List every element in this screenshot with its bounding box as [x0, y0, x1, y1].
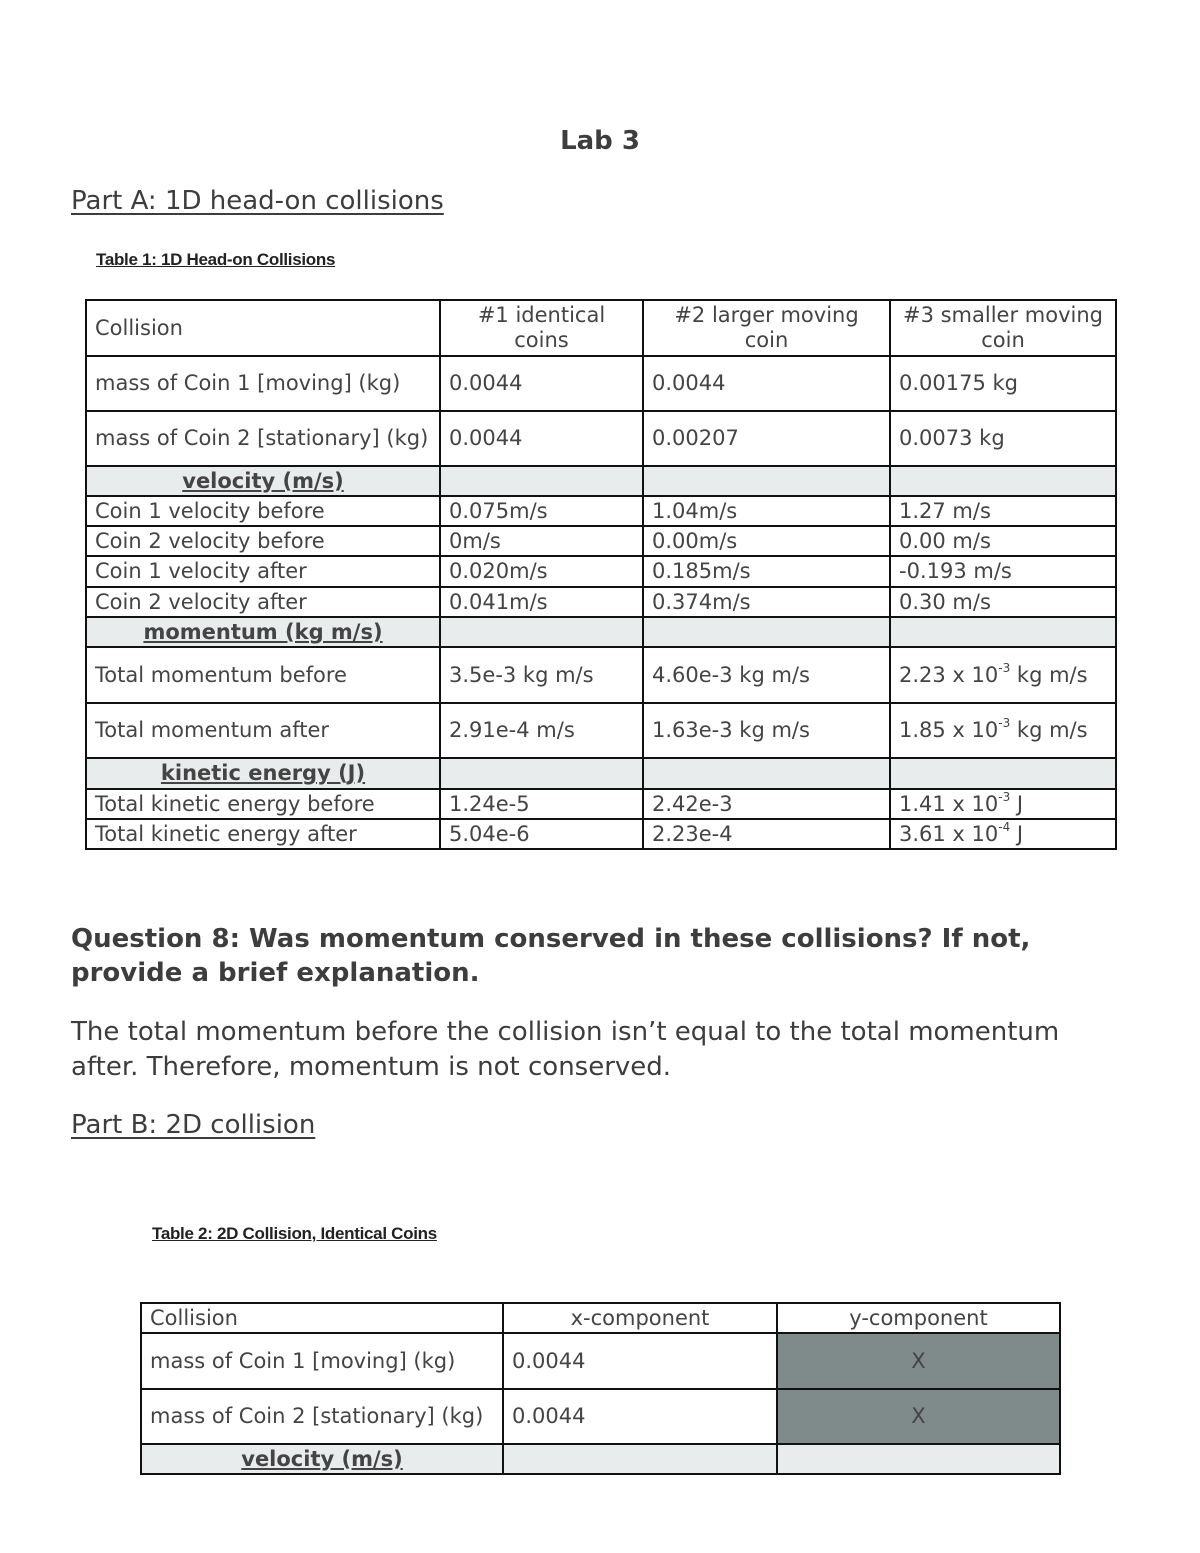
table-cell: 0.00m/s	[643, 526, 890, 556]
table-cell	[440, 466, 643, 496]
table-cell: -0.193 m/s	[890, 556, 1116, 587]
section-row	[86, 758, 1116, 789]
row-label: Coin 2 velocity after	[86, 587, 440, 617]
row-label: Total kinetic energy before	[86, 789, 440, 819]
row-label: Coin 1 velocity after	[86, 556, 440, 587]
table-cell	[503, 1444, 777, 1474]
table-cell	[890, 466, 1116, 496]
table-cell: 1.04m/s	[643, 496, 890, 526]
table-cell: 0.30 m/s	[890, 587, 1116, 617]
table-cell: 0.0044	[503, 1389, 777, 1444]
table-cell: 0.374m/s	[643, 587, 890, 617]
table-row	[86, 819, 1116, 849]
part-b-heading: Part B: 2D collision	[71, 1110, 316, 1140]
header-cell: #3 smaller moving coin	[890, 300, 1116, 356]
value-base: 1.41 x 10	[899, 791, 999, 816]
header-cell: x-component	[503, 1303, 777, 1333]
table-row	[141, 1333, 1060, 1389]
table-cell	[890, 819, 1116, 849]
blocked-cell: X	[777, 1389, 1060, 1444]
table-cell: 0.185m/s	[643, 556, 890, 587]
header-cell: Collision	[86, 300, 440, 356]
section-row	[141, 1444, 1060, 1474]
question-8-prompt: Question 8: Was momentum conserved in these collisions? If not, provide a brief explanation.	[71, 924, 1031, 988]
table-row	[86, 703, 1116, 758]
table-cell	[890, 647, 1116, 703]
row-label: Coin 1 velocity before	[86, 496, 440, 526]
table-cell	[777, 1444, 1060, 1474]
table-cell: 0.00 m/s	[890, 526, 1116, 556]
section-label-kinetic-energy: kinetic energy (J)	[86, 758, 440, 789]
row-label: mass of Coin 2 [stationary] (kg)	[141, 1389, 503, 1444]
question-8-answer: The total momentum before the collision isn’t equal to the total momentum after. Therefore, momentum is not conserved.	[71, 1017, 1060, 1082]
value-base: 3.61 x 10	[899, 821, 999, 846]
table-cell: 2.91e-4 m/s	[440, 703, 643, 758]
table-cell	[643, 466, 890, 496]
exponent: -4	[998, 819, 1011, 834]
blocked-cell: X	[777, 1333, 1060, 1389]
table-cell: 0.041m/s	[440, 587, 643, 617]
table-1-collisions-1d	[85, 299, 1117, 850]
row-label: mass of Coin 1 [moving] (kg)	[86, 356, 440, 411]
table-row	[86, 647, 1116, 703]
table-row	[86, 300, 1116, 356]
table-cell: 2.23e-4	[643, 819, 890, 849]
table-cell: 1.27 m/s	[890, 496, 1116, 526]
table-cell: 1.63e-3 kg m/s	[643, 703, 890, 758]
table-row	[141, 1303, 1060, 1333]
document-title: Lab 3	[560, 126, 640, 156]
table-cell	[890, 789, 1116, 819]
table-cell: 0.00175 kg	[890, 356, 1116, 411]
table-cell: 0.0044	[440, 411, 643, 466]
table-row	[86, 496, 1116, 526]
value-base: 1.85 x 10	[899, 718, 999, 742]
value-base: 2.23 x 10	[899, 662, 999, 687]
table-cell: 0.075m/s	[440, 496, 643, 526]
table-cell	[890, 617, 1116, 647]
value-unit: kg m/s	[1010, 662, 1088, 687]
exponent: -3	[998, 716, 1011, 730]
table-1-caption: Table 1: 1D Head-on Collisions	[96, 250, 336, 269]
row-label: Total kinetic energy after	[86, 819, 440, 849]
table-cell: 0.0044	[503, 1333, 777, 1389]
table-cell	[890, 703, 1116, 758]
section-row	[86, 617, 1116, 647]
header-cell: y-component	[777, 1303, 1060, 1333]
table-cell: 0.00207	[643, 411, 890, 466]
header-cell: Collision	[141, 1303, 503, 1333]
table-cell: 0.020m/s	[440, 556, 643, 587]
table-2-collision-2d	[140, 1302, 1061, 1475]
table-cell	[643, 758, 890, 789]
header-cell: #2 larger moving coin	[643, 300, 890, 356]
table-2-caption: Table 2: 2D Collision, Identical Coins	[152, 1224, 437, 1243]
table-row	[86, 789, 1116, 819]
table-row	[86, 587, 1116, 617]
row-label: Total momentum after	[86, 703, 440, 758]
row-label: mass of Coin 1 [moving] (kg)	[141, 1333, 503, 1389]
header-cell: #1 identical coins	[440, 300, 643, 356]
table-row	[86, 356, 1116, 411]
table-cell: 4.60e-3 kg m/s	[643, 647, 890, 703]
table-cell: 2.42e-3	[643, 789, 890, 819]
table-cell	[440, 758, 643, 789]
row-label: mass of Coin 2 [stationary] (kg)	[86, 411, 440, 466]
row-label: Coin 2 velocity before	[86, 526, 440, 556]
table-cell: 5.04e-6	[440, 819, 643, 849]
table-row	[141, 1389, 1060, 1444]
section-label-velocity: velocity (m/s)	[141, 1444, 503, 1474]
table-row	[86, 411, 1116, 466]
value-unit: J	[1010, 791, 1024, 816]
table-cell: 0.0073 kg	[890, 411, 1116, 466]
exponent: -3	[998, 660, 1011, 675]
row-label: Total momentum before	[86, 647, 440, 703]
table-row	[86, 526, 1116, 556]
section-label-velocity: velocity (m/s)	[86, 466, 440, 496]
table-cell	[440, 617, 643, 647]
table-cell: 0m/s	[440, 526, 643, 556]
exponent: -3	[998, 789, 1011, 804]
table-cell	[643, 617, 890, 647]
value-unit: kg m/s	[1010, 718, 1088, 742]
section-label-momentum: momentum (kg m/s)	[86, 617, 440, 647]
table-cell: 1.24e-5	[440, 789, 643, 819]
part-a-heading: Part A: 1D head-on collisions	[71, 186, 444, 216]
table-cell: 0.0044	[643, 356, 890, 411]
value-unit: J	[1010, 821, 1024, 846]
section-row	[86, 466, 1116, 496]
table-row	[86, 556, 1116, 587]
table-cell: 3.5e-3 kg m/s	[440, 647, 643, 703]
table-cell: 0.0044	[440, 356, 643, 411]
table-cell	[890, 758, 1116, 789]
